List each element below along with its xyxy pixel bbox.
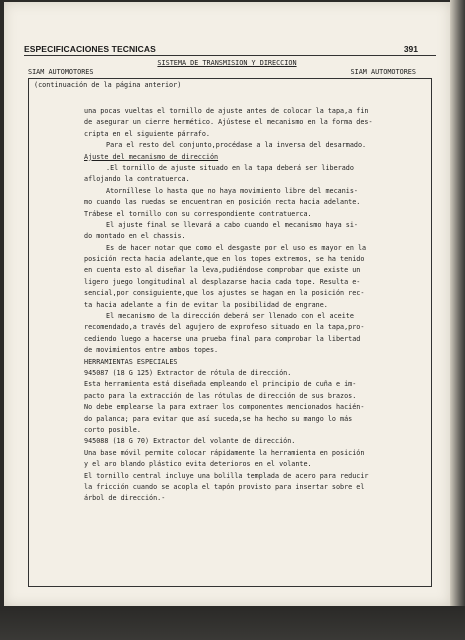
brand-right: SIAM AUTOMOTORES: [350, 68, 416, 76]
chapter-title: SISTEMA DE TRANSMISION Y DIRECCION: [157, 59, 297, 67]
text-line: El tornillo central incluye una bolilla templada de acero para reducir: [84, 471, 369, 480]
page-number: 391: [403, 44, 418, 54]
text-line: Atorníllese lo hasta que no haya movimiento libre del mecanis-: [106, 186, 358, 195]
text-line: y el aro blando plástico evita deterioros en el volante.: [84, 460, 312, 469]
document-page: [4, 2, 450, 606]
text-line: Trábese el tornillo con su correspondiente contratuerca.: [84, 209, 312, 218]
text-line: recomendado,a través del agujero de exprofeso situado en la tapa,pro-: [84, 323, 365, 332]
text-line: cediendo luego a hacerse una prueba final para comprobar la libertad: [84, 334, 361, 343]
section-heading: Ajuste del mecanismo de dirección: [84, 152, 219, 161]
header-rule: [24, 55, 436, 56]
tool-entry: 945087 (18 G 125) Extractor de rótula de dirección.: [84, 368, 292, 377]
text-line: Una base móvil permite colocar rápidamente la herramienta en posición: [84, 448, 365, 457]
text-line: mo cuando las ruedas se encuentran en posición recta hacia adelante.: [84, 198, 361, 207]
text-line: corto posible.: [84, 425, 141, 434]
text-line: do palanca; para evitar que así suceda,se ha hecho su mango lo más: [84, 414, 353, 423]
text-line: de movimientos entre ambos topes.: [84, 346, 219, 355]
text-line: aflojando la contratuerca.: [84, 175, 190, 184]
text-line: ligero juego longitudinal al desplazarse hacia cada tope. Resulta e-: [84, 277, 361, 286]
tool-entry: 945088 (18 G 70) Extractor del volante de dirección.: [84, 437, 296, 446]
text-line: posición recta hacia adelante,que en los topes extremos, se ha tenido: [84, 255, 365, 264]
text-line: sencial,por consiguiente,que los ajustes se hagan en la posición rec-: [84, 289, 365, 298]
text-line: do montado en el chassis.: [84, 232, 186, 241]
text-line: cripta en el siguiente párrafo.: [84, 129, 210, 138]
text-line: El ajuste final se llevará a cabo cuando el mecanismo haya si-: [106, 220, 358, 229]
text-line: Esta herramienta está diseñada empleando el principio de cuña e im-: [84, 380, 357, 389]
text-line: una pocas vueltas el tornillo de ajuste antes de colocar la tapa,a fin: [84, 107, 369, 115]
text-line: No debe emplearse la para extraer los componentes mencionados hacién-: [84, 403, 365, 412]
body-text: [84, 106, 429, 505]
scan-background: [0, 606, 465, 640]
text-line: .El tornillo de ajuste situado en la tapa deberá ser liberado: [106, 163, 354, 172]
text-line: pacto para la extracción de las rótulas de dirección de sus brazos.: [84, 391, 357, 400]
section-title: ESPECIFICACIONES TECNICAS: [24, 44, 156, 54]
page-edge-shadow: [450, 0, 465, 606]
text-line: en cuenta esto al diseñar la leva,pudiéndose comprobar que existe un: [84, 266, 361, 275]
text-line: Para el resto del conjunto,procédase a la inversa del desarmado.: [106, 141, 367, 150]
continuation-note: (continuación de la página anterior): [34, 81, 182, 89]
text-line: de asegurar un cierre hermético. Ajústese el mecanismo en la forma des-: [84, 118, 373, 127]
text-line: El mecanismo de la dirección deberá ser llenado con el aceite: [106, 312, 354, 321]
text-line: la fricción cuando se acopla el tapón provisto para insertar sobre el: [84, 482, 365, 491]
text-line: ta hacia adelante a fin de evitar la posibilidad de engrane.: [84, 300, 328, 309]
text-line: Es de hacer notar que como el desgaste por el uso es mayor en la: [106, 243, 367, 252]
text-line: árbol de dirección.-: [84, 494, 166, 503]
section-heading: HERRAMIENTAS ESPECIALES: [84, 357, 178, 366]
brand-left: SIAM AUTOMOTORES: [28, 68, 94, 76]
